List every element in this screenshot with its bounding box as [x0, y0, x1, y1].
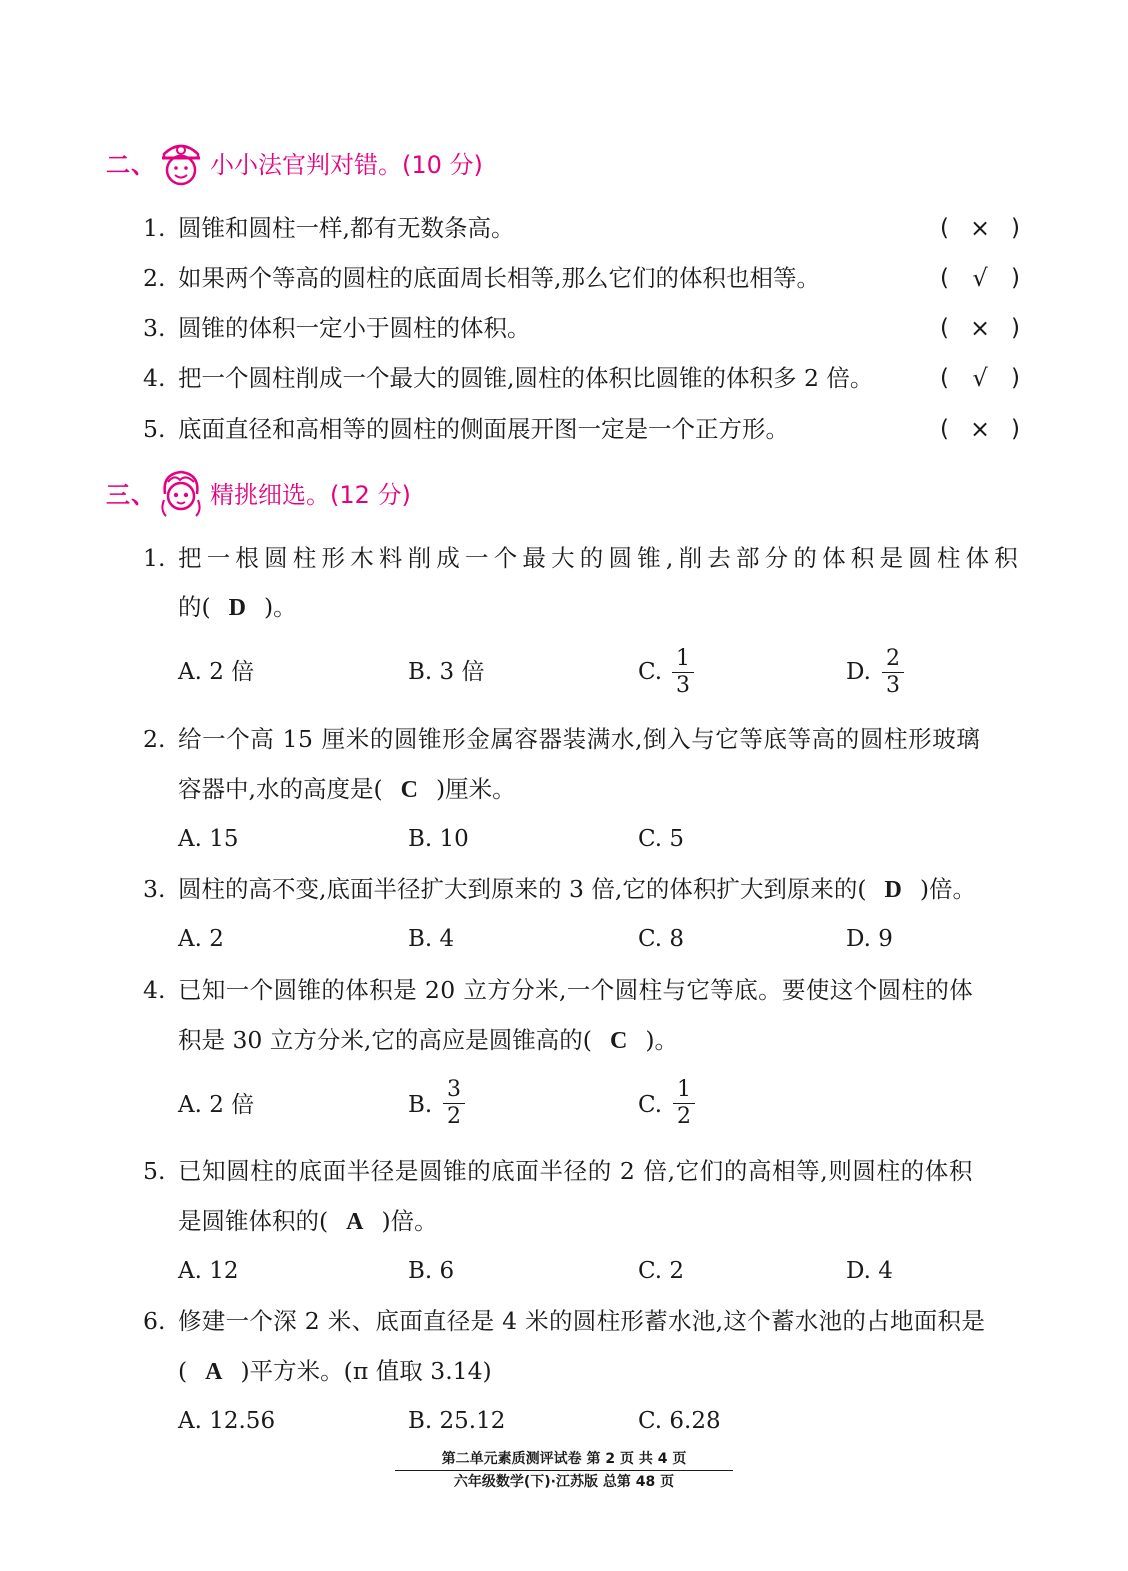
- option-d-fraction: 2 3: [882, 647, 904, 698]
- option-b-label: B.: [408, 1092, 433, 1118]
- cross-mark-icon: ×: [969, 314, 991, 342]
- answer-text: D: [228, 595, 247, 621]
- judge-answer-4: ( √ ): [940, 364, 1020, 392]
- girl-cartoon-icon: [156, 464, 206, 520]
- footer-line-2: 六年级数学(下)·江苏版 总第 48 页: [453, 1474, 675, 1490]
- option-b-fraction: 3 2: [443, 1078, 465, 1129]
- option-c-label: C.: [638, 659, 663, 685]
- option-a: A. 2 倍: [178, 659, 255, 685]
- option-b: B. 3 倍: [408, 659, 485, 685]
- cross-mark-icon: ×: [969, 214, 991, 242]
- choice-question-3: 3. 圆柱的高不变,底面半径扩大到原来的 3 倍,它的体积扩大到原来的( D )倍。: [143, 875, 977, 903]
- answer-text: C: [609, 1028, 628, 1054]
- choice-question-5: 5. 已知圆柱的底面半径是圆锥的底面半径的 2 倍,它们的高相等,则圆柱的体积: [143, 1157, 973, 1185]
- check-mark-icon: √: [972, 364, 988, 392]
- answer-text: A: [205, 1359, 223, 1385]
- answer-text: C: [400, 777, 418, 803]
- check-mark-icon: √: [972, 264, 988, 292]
- option-d-label: D.: [846, 659, 871, 685]
- option-b: B. 6: [408, 1258, 455, 1284]
- option-c-fraction: 1 3: [672, 647, 694, 698]
- judge-cartoon-icon: [156, 134, 206, 190]
- option-c-label: C.: [638, 1092, 663, 1118]
- judge-answer-1: ( × ): [940, 214, 1020, 242]
- choice-question-6-blank-line: ( A )平方米。(π 值取 3.14): [178, 1357, 492, 1385]
- option-a: A. 12: [178, 1258, 239, 1284]
- judge-answer-5: ( × ): [940, 415, 1020, 443]
- option-c-fraction: 1 2: [673, 1078, 695, 1129]
- answer-text: A: [346, 1209, 364, 1235]
- section-3-heading: [106, 462, 411, 522]
- choice-question-2: 2. 给一个高 15 厘米的圆锥形金属容器装满水,倒入与它等底等高的圆柱形玻璃: [143, 725, 981, 753]
- judge-question-5: 5. 底面直径和高相等的圆柱的侧面展开图一定是一个正方形。: [143, 415, 789, 443]
- choice-question-2-blank-line: 容器中,水的高度是( C )厘米。: [178, 775, 516, 803]
- choice-question-4-blank-line: 积是 30 立方分米,它的高应是圆锥高的( C )。: [178, 1026, 678, 1054]
- section-2-number: 二、: [106, 150, 156, 179]
- footer-divider: [395, 1470, 733, 1471]
- section-2-title: 小小法官判对错。(10 分): [210, 150, 483, 179]
- cross-mark-icon: ×: [969, 415, 991, 443]
- option-a: A. 2 倍: [178, 1092, 255, 1118]
- option-c: C. 2: [638, 1258, 685, 1284]
- section-3-title: 精挑细选。(12 分): [210, 480, 411, 509]
- option-c: C. 6.28: [638, 1408, 721, 1434]
- option-b: B. 10: [408, 826, 469, 852]
- choice-question-6: 6. 修建一个深 2 米、底面直径是 4 米的圆柱形蓄水池,这个蓄水池的占地面积是: [143, 1307, 986, 1335]
- option-c: C. 8: [638, 926, 685, 952]
- option-a: A. 2: [178, 926, 224, 952]
- option-b: B. 25.12: [408, 1408, 506, 1434]
- judge-answer-3: ( × ): [940, 314, 1020, 342]
- judge-question-2: 2. 如果两个等高的圆柱的底面周长相等,那么它们的体积也相等。: [143, 264, 820, 292]
- page-footer: [395, 1450, 733, 1491]
- judge-answer-2: ( √ ): [940, 264, 1020, 292]
- option-d: D. 4: [846, 1258, 893, 1284]
- section-2-heading: [106, 132, 483, 192]
- footer-line-1: 第二单元素质测评试卷 第 2 页 共 4 页: [441, 1451, 687, 1467]
- judge-question-3: 3. 圆锥的体积一定小于圆柱的体积。: [143, 314, 531, 342]
- judge-question-1: 1. 圆锥和圆柱一样,都有无数条高。: [143, 214, 515, 242]
- option-d: D. 9: [846, 926, 893, 952]
- choice-question-4: 4. 已知一个圆锥的体积是 20 立方分米,一个圆柱与它等底。要使这个圆柱的体: [143, 976, 974, 1004]
- judge-question-4: 4. 把一个圆柱削成一个最大的圆锥,圆柱的体积比圆锥的体积多 2 倍。: [143, 364, 874, 392]
- choice-question-1: 1. 把一根圆柱形木料削成一个最大的圆锥,削去部分的体积是圆柱体积: [143, 544, 1023, 572]
- section-3-number: 三、: [106, 480, 156, 509]
- choice-question-5-blank-line: 是圆锥体积的( A )倍。: [178, 1207, 438, 1235]
- choice-question-1-blank-line: 的( D )。: [178, 593, 297, 621]
- answer-text: D: [884, 877, 902, 903]
- option-a: A. 15: [178, 826, 239, 852]
- option-c: C. 5: [638, 826, 685, 852]
- option-b: B. 4: [408, 926, 455, 952]
- option-a: A. 12.56: [178, 1408, 276, 1434]
